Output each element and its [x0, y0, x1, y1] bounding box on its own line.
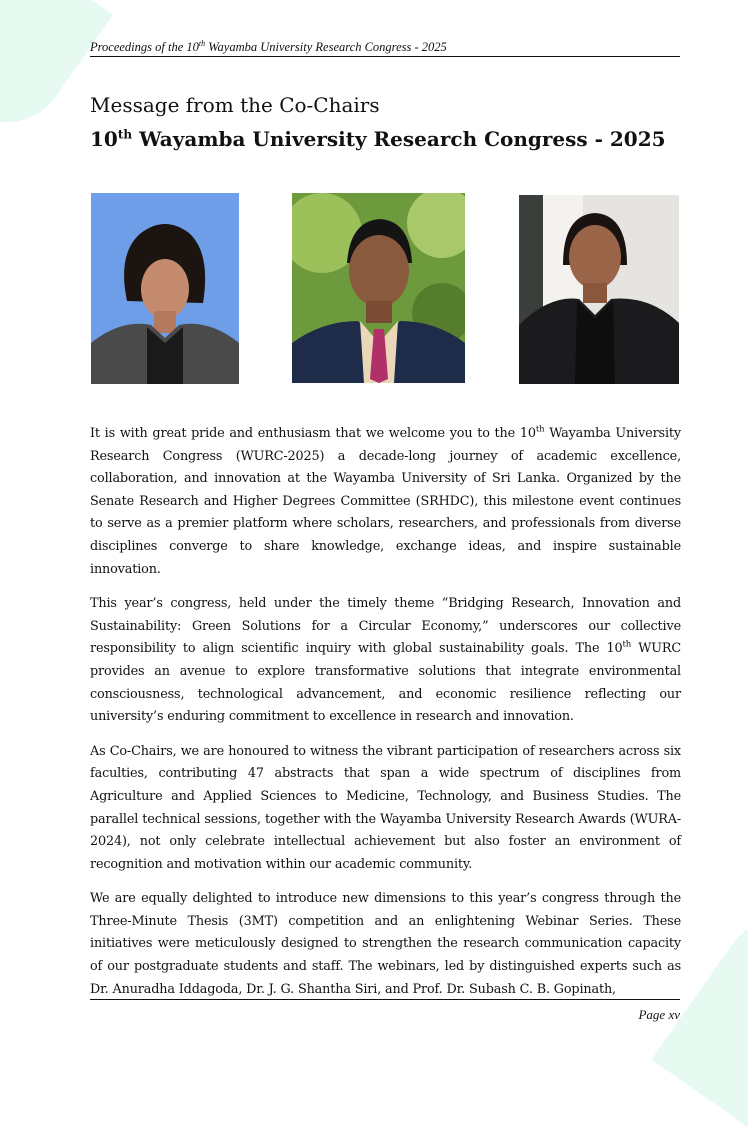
paragraph-1: It is with great pride and enthusiasm that we welcome you to the 10th Wayamba University Research Congress (WURC-2025) a decade-long journey of academic excellence, collaboration, and innovation at the Wayamba University of Sri Lanka. Organized by the Senate Research and Higher Degrees Committee (SRHDC), this milestone event continues to serve as a premier platform where scholars, researchers, and professionals from diverse disciplines converge to share knowledge, exchange ideas, and inspire sustainable innovation. [90, 424, 681, 577]
footer-rule [90, 999, 680, 1000]
co-chair-photo-2 [292, 193, 465, 383]
running-header: Proceedings of the 10th Wayamba University Research Congress - 2025 [90, 39, 447, 55]
paragraph-3: As Co-Chairs, we are honoured to witness the vibrant participation of researchers across six faculties, contributing 47 abstracts that span a wide spectrum of disciplines from Agriculture and Applied Sciences to Medicine, Technology, and Business Studies. The parallel technical sessions, together with the Wayamba University Research Awards (WURA-2024), not only celebrate intellectual achievement but also foster an environment of recognition and motivation within our academic community. [90, 743, 681, 872]
title-line-2: 10th Wayamba University Research Congress - 2025 [90, 127, 666, 151]
page-title [90, 88, 680, 156]
paragraph-4: We are equally delighted to introduce new dimensions to this year’s congress through the Three-Minute Thesis (3MT) competition and an enlightening Webinar Series. These initiatives were meticulously designed to strengthen the research communication capacity of our postgraduate students and staff. The webinars, led by distinguished experts such as Dr. Anuradha Iddagoda, Dr. J. G. Shantha Siri, and Prof. Dr. Subash C. B. Gopinath, [90, 891, 681, 997]
co-chair-photo-3 [519, 195, 679, 384]
header-rule [90, 56, 680, 57]
co-chair-photo-1 [91, 193, 239, 384]
paragraph-2: This year’s congress, held under the timely theme “Bridging Research, Innovation and Sustainability: Green Solutions for a Circular Economy,” underscores our collective responsibility to align scientific inquiry with global sustainability goals. The 10th WURC provides an avenue to explore transformative solutions that integrate environmental consciousness, technological advancement, and economic resilience reflecting our university’s enduring commitment to excellence in research and innovation. [90, 596, 681, 725]
page-number: Page xv [638, 1007, 680, 1022]
title-line-1: Message from the Co-Chairs [90, 93, 380, 117]
message-body [90, 423, 681, 1013]
